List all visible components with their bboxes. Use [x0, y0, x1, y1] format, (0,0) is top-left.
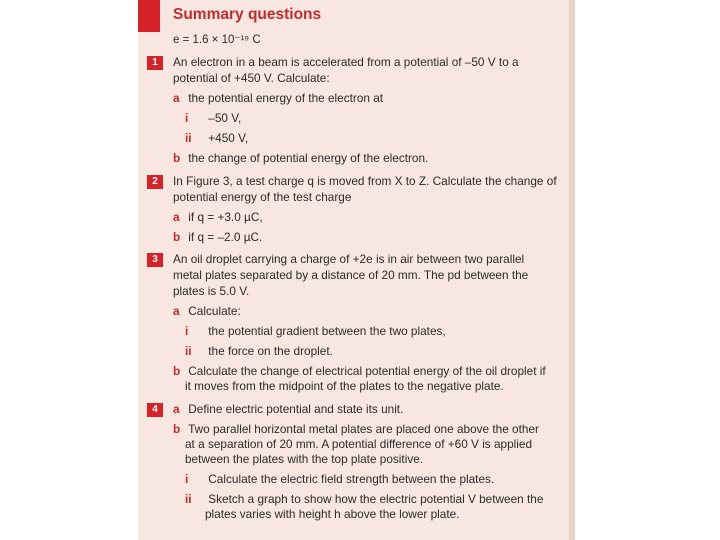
part-b-continued: between the plates with the top plate positive. [185, 452, 424, 466]
part-b-ii [185, 492, 543, 507]
part-label: b [173, 422, 181, 436]
part-text: if q = +3.0 µC, [188, 210, 263, 224]
question-text-line: plates is 5.0 V. [173, 284, 250, 298]
part-label: b [173, 151, 181, 165]
part-a [173, 304, 241, 319]
part-label: a [173, 91, 180, 105]
part-label: a [173, 210, 180, 224]
part-b-i [185, 472, 494, 487]
question-number: 4 [147, 403, 163, 417]
part-text: the force on the droplet. [208, 344, 333, 358]
part-b [173, 230, 262, 245]
section-marker [138, 0, 160, 32]
question-text-line: metal plates separated by a distance of 20 mm. The pd between the [173, 268, 529, 282]
part-label: b [173, 230, 181, 244]
part-b-continued: at a separation of 20 mm. A potential difference of +60 V is applied [185, 437, 533, 451]
electron-charge-constant: e = 1.6 × 10⁻¹⁹ C [173, 34, 261, 46]
part-b-continued: it moves from the midpoint of the plates to the negative plate. [185, 379, 504, 393]
part-a-ii [185, 344, 333, 359]
part-label: ii [185, 492, 192, 506]
part-text: Sketch a graph to show how the electric potential V between the [208, 492, 544, 506]
part-a-i [185, 324, 446, 339]
textbook-page [138, 0, 575, 540]
part-label: i [185, 472, 189, 486]
part-text: +450 V, [208, 131, 249, 145]
part-b [173, 422, 539, 437]
part-text: if q = –2.0 µC. [188, 230, 263, 244]
part-a-ii [185, 131, 248, 146]
part-label: ii [185, 344, 192, 358]
part-text: Two parallel horizontal metal plates are placed one above the other [188, 422, 539, 436]
part-text: the change of potential energy of the electron. [188, 151, 429, 165]
part-text: Define electric potential and state its unit. [188, 402, 404, 416]
question-text-line: In Figure 3, a test charge q is moved from X to Z. Calculate the change of [173, 174, 557, 188]
part-a [173, 91, 383, 106]
part-label: b [173, 364, 181, 378]
part-a-i [185, 111, 241, 126]
part-b [173, 151, 428, 166]
part-a [173, 210, 263, 225]
part-b [173, 364, 546, 379]
part-label: i [185, 324, 189, 338]
question-number: 2 [147, 175, 163, 189]
part-text: the potential energy of the electron at [188, 91, 384, 105]
page-title: Summary questions [173, 6, 322, 23]
page-edge-strip [569, 0, 575, 540]
question-number: 3 [147, 253, 163, 267]
part-b-ii-continued: plates varies with height h above the lower plate. [205, 507, 460, 521]
question-text-line: An oil droplet carrying a charge of +2e is in air between two parallel [173, 252, 525, 266]
part-label: i [185, 111, 189, 125]
question-text-line: potential energy of the test charge [173, 190, 352, 204]
part-label: ii [185, 131, 192, 145]
part-a [173, 402, 403, 417]
question-text-line: potential of +450 V. Calculate: [173, 71, 330, 85]
part-label: a [173, 304, 180, 318]
part-text: Calculate the electric field strength between the plates. [208, 472, 495, 486]
part-text: Calculate: [188, 304, 241, 318]
part-text: –50 V, [208, 111, 242, 125]
question-text-line: An electron in a beam is accelerated from a potential of –50 V to a [173, 55, 519, 69]
part-text: Calculate the change of electrical potential energy of the oil droplet if [188, 364, 546, 378]
part-text: the potential gradient between the two plates, [208, 324, 446, 338]
part-label: a [173, 402, 180, 416]
question-number: 1 [147, 56, 163, 70]
